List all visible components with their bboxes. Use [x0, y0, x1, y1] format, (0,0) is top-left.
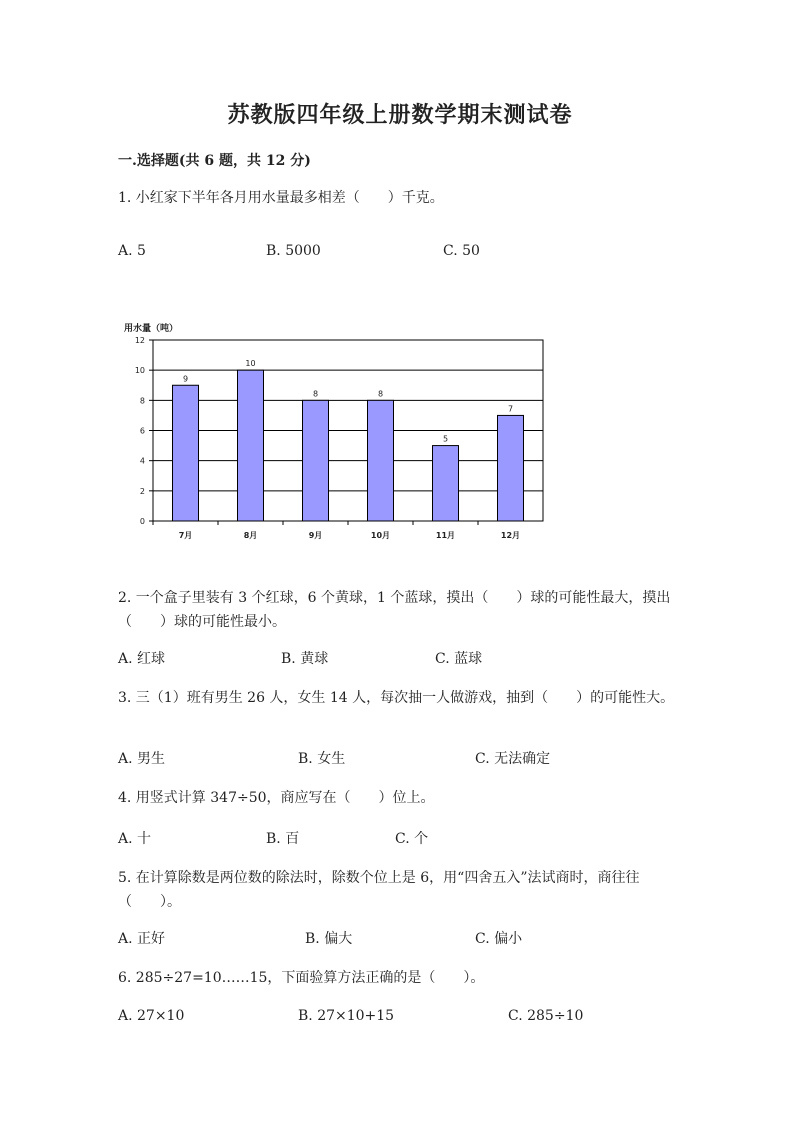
- question-3-options: [118, 748, 718, 770]
- y-tick-label: 6: [139, 426, 145, 436]
- question-4-option-a[interactable]: A. 十: [118, 831, 152, 847]
- bar: [368, 400, 394, 521]
- y-tick-label: 0: [139, 517, 145, 526]
- question-5: 5. 在计算除数是两位数的除法时，除数个位上是 6，用“四舍五入”法试商时，商往往（ ）。: [118, 870, 640, 910]
- question-4-option-b[interactable]: B. 百: [266, 831, 300, 847]
- question-5-option-c[interactable]: C. 偏小: [475, 931, 523, 947]
- bar: [433, 446, 459, 521]
- y-tick-label: 4: [139, 456, 145, 466]
- question-6-option-a[interactable]: A. 27×10: [118, 1008, 185, 1024]
- question-1: 1. 小红家下半年各月用水量最多相差（ ）千克。: [118, 190, 444, 206]
- question-5-option-b[interactable]: B. 偏大: [305, 931, 353, 947]
- question-6: 6. 285÷27=10……15，下面验算方法正确的是（ ）。: [118, 970, 485, 986]
- question-4: 4. 用竖式计算 347÷50，商应写在（ ）位上。: [118, 790, 435, 806]
- page-title: 苏教版四年级上册数学期末测试卷: [227, 102, 573, 128]
- section-heading: 一.选择题(共 6 题，共 12 分): [118, 153, 311, 169]
- x-tick-label: 7月: [178, 531, 193, 540]
- x-tick-label: 10月: [370, 531, 391, 540]
- question-1-option-a[interactable]: A. 5: [118, 243, 146, 259]
- question-2-option-c[interactable]: C. 蓝球: [435, 651, 483, 667]
- question-1-option-b[interactable]: B. 5000: [266, 243, 321, 259]
- question-4-options: [118, 828, 718, 850]
- y-axis-label: 用水量（吨）: [124, 324, 179, 334]
- x-tick-label: 9月: [308, 531, 323, 540]
- question-4-option-c[interactable]: C. 个: [395, 831, 429, 847]
- question-2-option-a[interactable]: A. 红球: [118, 651, 166, 667]
- bar-value-label: 7: [507, 404, 514, 414]
- bar-value-label: 8: [312, 389, 319, 399]
- question-3: 3. 三（1）班有男生 26 人，女生 14 人，每次抽一人做游戏，抽到（ ）的可能性大。: [118, 690, 675, 706]
- x-tick-label: 8月: [243, 531, 258, 540]
- question-2: 2. 一个盒子里装有 3 个红球，6 个黄球，1 个蓝球，摸出（ ）球的可能性最大，摸出（ ）球的可能性最小。: [118, 590, 671, 630]
- y-tick-label: 2: [139, 486, 145, 496]
- question-6-options: [118, 1008, 718, 1030]
- y-tick-label: 8: [139, 396, 145, 406]
- bar: [173, 385, 199, 521]
- bar-value-label: 10: [245, 359, 256, 369]
- x-tick-label: 11月: [435, 531, 456, 540]
- x-tick-label: 12月: [500, 531, 521, 540]
- bar-value-label: 8: [377, 389, 384, 399]
- question-3-option-c[interactable]: C. 无法确定: [475, 751, 551, 767]
- y-tick-label: 10: [134, 366, 145, 376]
- question-6-option-c[interactable]: C. 285÷10: [508, 1008, 584, 1024]
- water-usage-chart: [110, 318, 560, 548]
- question-1-options: [118, 243, 718, 265]
- bar: [303, 400, 329, 521]
- y-tick-label: 12: [134, 336, 145, 345]
- question-1-option-c[interactable]: C. 50: [443, 243, 480, 259]
- bar-value-label: 9: [182, 374, 189, 384]
- question-6-option-b[interactable]: B. 27×10+15: [298, 1008, 395, 1024]
- bar: [238, 370, 264, 521]
- bar: [498, 415, 524, 521]
- question-3-option-a[interactable]: A. 男生: [118, 751, 166, 767]
- question-5-options: [118, 928, 718, 950]
- question-2-option-b[interactable]: B. 黄球: [281, 651, 329, 667]
- bar-value-label: 5: [442, 434, 449, 444]
- question-5-option-a[interactable]: A. 正好: [118, 931, 166, 947]
- question-3-option-b[interactable]: B. 女生: [298, 751, 346, 767]
- question-2-options: [118, 648, 718, 670]
